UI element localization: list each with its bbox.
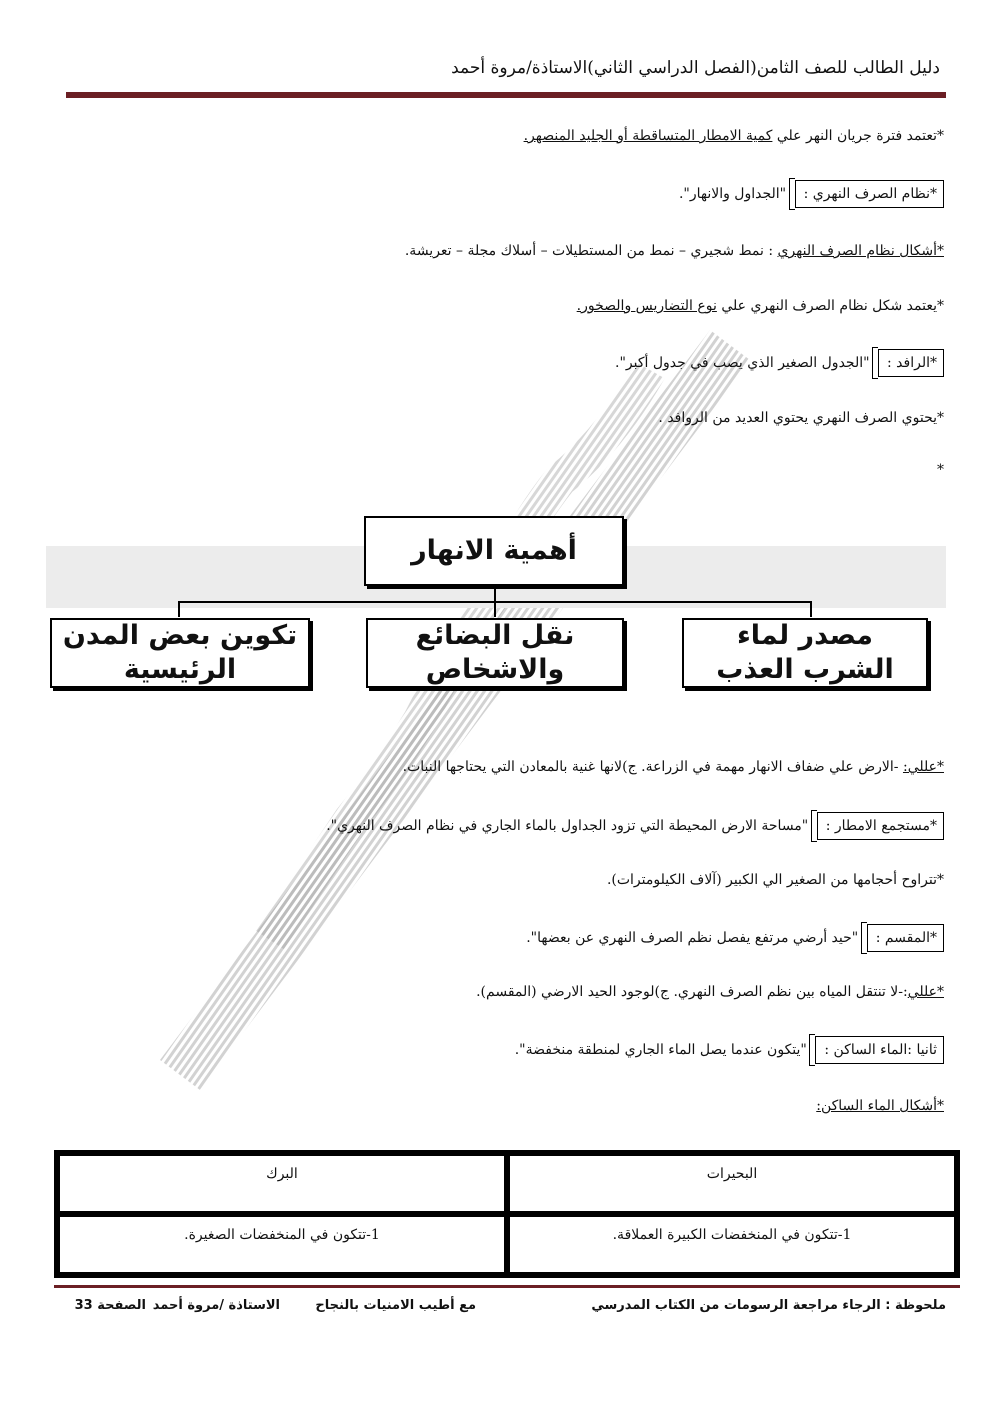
line-drainage-shapes-list: : نمط شجيري – نمط من المستطيلات – أسلاك مجلة – تعريشة. [404, 243, 778, 259]
table-header-row [57, 1153, 957, 1214]
line-explain-farming [403, 759, 944, 775]
page-title: دليل الطالب للصف الثامن(الفصل الدراسي الثاني)الاستاذة/مروة أحمد [451, 58, 940, 78]
table-row [57, 1214, 957, 1275]
line-watershed-definition [326, 812, 944, 840]
line-drainage-definition [679, 180, 944, 208]
term-divide: *المقسم : [867, 924, 944, 952]
table-cell-lakes: 1-تتكون في المنخفضات الكبيرة العملاقة. [507, 1214, 957, 1275]
diagram-child-drinking-water: مصدر لماء الشرب العذب [682, 618, 928, 688]
line-divide-definition [526, 924, 944, 952]
line-drainage-shapes-label: *أشكال نظام الصرف النهري [777, 243, 944, 259]
line-tributary-definition [615, 349, 944, 377]
line-explain-divide-text: :-لا تنتقل المياه بين نظم الصرف النهري. ج)لوجود الحيد الارضي (المقسم). [476, 984, 908, 1000]
definition-tributary: "الجدول الصغير الذي يصب في جدول أكبر". [615, 355, 870, 371]
definition-watershed: "مساحة الارض المحيطة التي تزود الجداول بالماء الجاري في نظام الصرف النهري". [326, 818, 809, 834]
line-drainage-shapes [405, 243, 944, 259]
footer-rule [54, 1285, 960, 1288]
line-drainage-depends-underlined: نوع التضاريس والصخور. [576, 298, 717, 314]
header-rule [66, 92, 946, 98]
line-river-flow-underlined: كمية الامطار المتساقطة أو الجليد المنصهر. [523, 128, 773, 144]
line-explain-divide-label: *عللي [907, 984, 944, 1000]
definition-divide: "حيد أرضي مرتفع يفصل نظم الصرف النهري عن بعضها". [526, 930, 859, 946]
diagram-connector-left [178, 601, 180, 617]
line-still-water-shapes [816, 1098, 944, 1114]
line-explain-farming-label: *عللي: [902, 759, 944, 775]
line-explain-divide [476, 984, 944, 1000]
footer [54, 1298, 946, 1320]
term-drainage-system: *نظام الصرف النهري : [795, 180, 944, 208]
diagram-connector-middle [494, 601, 496, 617]
still-water-table [54, 1150, 960, 1280]
line-bullet: * [937, 462, 944, 478]
footer-wish: مع أطيب الامنيات بالنجاح [315, 1298, 476, 1313]
line-still-water-shapes-label: *أشكال الماء الساكن: [816, 1098, 944, 1114]
line-tributaries-count: *يحتوي الصرف النهري يحتوي العديد من الروافد . [658, 410, 944, 426]
term-still-water: ثانيا :الماء الساكن : [815, 1036, 944, 1064]
footer-note: ملحوظة : الرجاء مراجعة الرسومات من الكتاب المدرسي [591, 1298, 946, 1313]
definition-still-water: "يتكون عندما يصل الماء الجاري لمنطقة منخفضة". [514, 1042, 807, 1058]
term-watershed: *مستجمع الامطار : [817, 812, 944, 840]
table-cell-ponds: 1-تتكون في المنخفضات الصغيرة. [57, 1214, 507, 1275]
table-header-ponds: البرك [57, 1153, 507, 1214]
diagram-connector-root [494, 588, 496, 602]
diagram-child-cities: تكوين بعض المدن الرئيسية [50, 618, 310, 688]
line-still-water-definition [515, 1036, 944, 1064]
line-watershed-sizes: *تتراوح أحجامها من الصغير الي الكبير (آلاف الكيلومترات). [606, 872, 944, 888]
line-river-flow-prefix: *تعتمد فترة جريان النهر علي [772, 128, 944, 144]
diagram-connector-right [810, 601, 812, 617]
line-river-flow [524, 128, 944, 144]
line-drainage-depends [577, 298, 944, 314]
footer-page-number: الصفحة 33 [74, 1298, 146, 1313]
table-header-lakes: البحيرات [507, 1153, 957, 1214]
diagram-child-transport: نقل البضائع والاشخاص [366, 618, 624, 688]
diagram-root-box: أهمية الانهار [364, 516, 624, 586]
definition-drainage-system: "الجداول والانهار". [678, 186, 787, 202]
line-explain-farming-text: -الارض علي ضفاف الانهار مهمة في الزراعة. ج)لانها غنية بالمعادن التي يحتاجها النبات. [402, 759, 903, 775]
line-drainage-depends-prefix: *يعتمد شكل نظام الصرف النهري علي [716, 298, 944, 314]
term-tributary: *الرافد : [878, 349, 944, 377]
rivers-importance-diagram [46, 514, 946, 696]
footer-teacher: الاستاذة /مروة أحمد [152, 1298, 280, 1313]
